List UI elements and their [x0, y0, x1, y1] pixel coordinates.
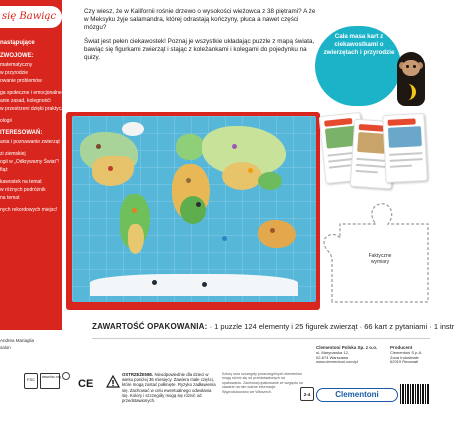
card-text-line — [390, 158, 423, 162]
distributor-name: Clementoni Polska Sp. z o.o. — [316, 345, 378, 350]
ce-mark: CE — [78, 378, 94, 390]
southeast-asia — [258, 172, 282, 190]
contents-text: · 1 puzzle 124 elementy i 25 figurek zwierząt · 66 kart z pytaniami · 1 instr — [209, 322, 454, 331]
feature-badge-text: Cała masa kart z ciekawostkami o zwierzętach i przyrodzie — [323, 33, 395, 57]
left-info-line: ologii — [0, 118, 12, 124]
card-text-line — [390, 165, 412, 168]
contents-divider — [92, 338, 430, 339]
left-info-line: ogii w „Odkrywamy Świat”! — [0, 159, 59, 165]
chimp-eye-right — [413, 65, 416, 68]
chimp-face — [402, 60, 420, 76]
left-info-line: kawostek na temat — [0, 179, 42, 185]
left-info-line: nych rekordowych miejsc! — [0, 207, 58, 213]
chimp-eye-left — [406, 65, 409, 68]
distributor-address-1: ul. Marynarska 12, — [316, 349, 349, 355]
left-info-line: owanie problemów — [0, 78, 42, 84]
producer-address-1: Clementoni S.p.A. — [390, 349, 423, 355]
fsc-certificate-box: www.fsc.org — [40, 373, 60, 389]
card-text-line — [329, 164, 351, 168]
producer-info — [390, 346, 430, 365]
brand-title-tab: się Bawiąc — [0, 6, 62, 28]
north-america-south — [92, 156, 134, 186]
warning-title: OSTRZEŻENIE. — [122, 372, 154, 377]
animal-figure — [248, 168, 253, 173]
antarctica — [90, 274, 298, 296]
animal-figure — [132, 208, 137, 213]
age-rating-badge: 2-4 — [300, 387, 314, 401]
contents-label: ZAWARTOŚĆ OPAKOWANIA: — [92, 322, 208, 331]
left-section-heading: ITERESOWAŃ: — [0, 130, 43, 136]
australia — [258, 220, 296, 248]
producer-address-3: 62019 Recanati — [390, 359, 419, 365]
left-info-column — [0, 0, 71, 330]
safety-warning — [122, 372, 218, 403]
warning-text: Nieodpowiednie dla dzieci w wieku poniżej 36 miesięcy. Zawiera małe części, które mogą zostać połknięte. Ryzyko zadławienia się. Zachować w celu ewentualnego odwołania się. Kolory i szczegóły mogą się różnić od przedstawionych. — [122, 372, 216, 404]
animal-figure — [196, 202, 201, 207]
animal-figure — [96, 144, 101, 149]
left-info-line: ania i poznawanie zwierząt — [0, 139, 60, 145]
left-info-line: w różnych podróżnik — [0, 187, 46, 193]
left-credits-area — [0, 330, 62, 370]
left-info-line: na temat — [0, 195, 20, 201]
distributor-info — [316, 346, 386, 365]
africa-forest — [180, 196, 206, 224]
left-info-line: fiąż — [0, 167, 8, 173]
quiz-card-3 — [382, 113, 428, 183]
left-info-line: ga społeczne i emocjonalne — [0, 90, 62, 96]
south-america-south — [128, 224, 144, 254]
card-text-line — [389, 152, 422, 156]
animal-figure — [186, 178, 191, 183]
asia-south — [222, 162, 262, 190]
left-info-line: matematyczny — [0, 62, 33, 68]
left-section-heading: nastąpujące — [0, 40, 35, 46]
credit-line-2: salon — [0, 345, 11, 350]
whale-figure — [222, 236, 227, 241]
greenland — [122, 122, 144, 136]
fsc-logo: FSC — [24, 373, 38, 389]
card-tag — [388, 118, 416, 125]
penguin-figure — [152, 280, 157, 285]
intro-paragraph-1: Czy wiesz, że w Kalifornii rośnie drzewo o wysokości wieżowca z 38 piętrami? A że w Meksyku żyje salamandra, której odrastają kończyny, płuca a nawet części mózgu? — [84, 8, 316, 32]
left-section-heading: ZWOJOWE: — [0, 53, 34, 59]
distributor-website: www.clementoni.com/pl — [316, 359, 358, 365]
actual-size-label: Faktyczne wymiary — [368, 253, 392, 265]
recycle-ring-icon — [62, 372, 70, 380]
left-info-line: w przyrodzie — [0, 70, 29, 76]
clementoni-logo: Clementoni — [316, 388, 398, 402]
left-info-line: anie zasad, kolegnośći — [0, 98, 51, 104]
distributor-address-2: 02-674 Warszawa — [316, 354, 349, 360]
barcode — [400, 384, 430, 404]
warning-icon — [106, 375, 120, 388]
intro-text — [84, 8, 316, 67]
europe — [176, 134, 204, 160]
card-image — [388, 126, 422, 148]
producer-label: Producent — [390, 345, 413, 350]
producer-address-2: Zona Industriale — [390, 354, 419, 360]
animal-figure — [232, 144, 237, 149]
card-text-line — [356, 170, 378, 174]
left-info-line: w przestrzeni dzięki praktycznej — [0, 106, 71, 112]
intro-paragraph-2: Świat jest pełen ciekawostek! Poznaj je wszystkie układając puzzle z mapą świata, bawiąc się figurkami zwierząt i stając z koleżankami i kolegami do pojedynku na quizy. — [84, 37, 315, 62]
animal-figure — [270, 228, 275, 233]
penguin-figure — [202, 282, 207, 287]
credit-line-1: Andrea Mariaglia — [0, 338, 35, 343]
package-contents — [92, 322, 454, 331]
product-info-text: Kolory oraz szczegóły poszczególnych elementów mogą różnić się od przedstawionych na opakowaniu. Zachowaj opakowanie ze względu na zawarte na nim ważne informacje. Wyprodukowano we Włoszech. — [222, 372, 303, 394]
animal-figure — [108, 166, 113, 171]
world-map-puzzle — [72, 116, 316, 302]
left-info-line: zi ziemskiej — [0, 151, 26, 157]
